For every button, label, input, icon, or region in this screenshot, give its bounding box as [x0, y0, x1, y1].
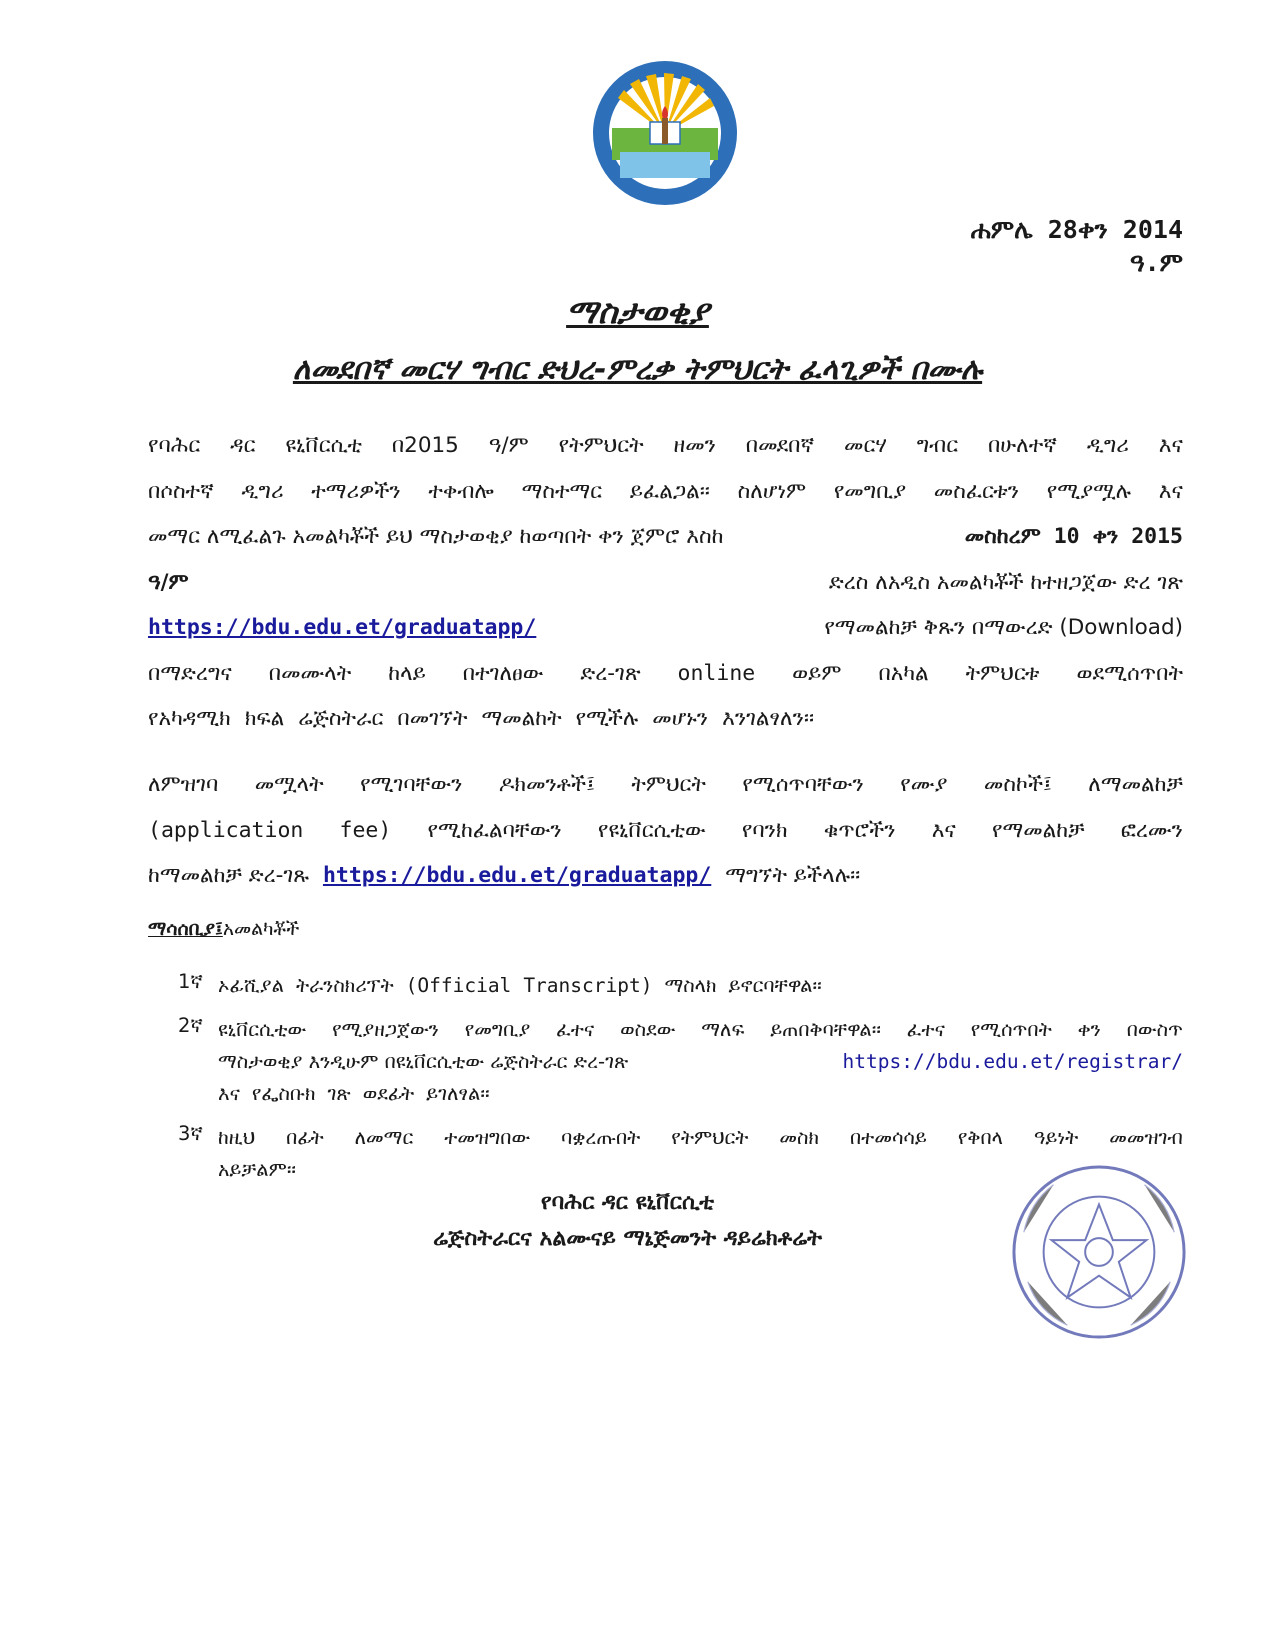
word: በማድረግና — [148, 660, 232, 686]
word: ዓ/ም — [488, 433, 529, 458]
word: የባንክ — [741, 817, 788, 843]
word: ማመልከት — [481, 706, 562, 731]
item-number: 3ኛ — [178, 1122, 203, 1145]
word: ወደፊት — [362, 1082, 415, 1105]
word: ይኖርባቸዋል፡፡ — [728, 974, 822, 997]
word: ዶክመንቶች፤ — [498, 772, 595, 797]
date-block — [971, 213, 1183, 279]
date-line: ሐምሌ 28ቀን 2014 — [970, 215, 1183, 244]
word: የፌስቡክ — [251, 1082, 316, 1105]
word: online — [677, 660, 756, 686]
deadline-date: መስከረም 10 ቀን 2015 — [964, 524, 1183, 549]
word: በፊት — [286, 1126, 324, 1149]
word: ማለፍ — [701, 1018, 745, 1041]
item-number: 2ኛ — [178, 1014, 203, 1037]
word: ወይም — [792, 660, 842, 686]
word: ዲግሪ — [241, 478, 284, 504]
word: መርሃ — [844, 433, 887, 458]
note-label — [148, 918, 299, 940]
item-number: 1ኛ — [178, 970, 203, 993]
word: ግብር — [916, 433, 959, 458]
word: የሚሰጥባቸውን — [742, 772, 864, 797]
word: ባቋረጡበት — [561, 1126, 641, 1149]
word: (application — [148, 817, 304, 843]
word: በሁለተኛ — [987, 433, 1057, 458]
p1-line — [148, 605, 1183, 651]
word: ማስተማር — [521, 478, 603, 504]
paragraph-2 — [148, 762, 1183, 899]
word: የትምህርት — [558, 433, 644, 458]
word: እንገልፃለን፡፡ — [722, 706, 815, 731]
word: (Official — [405, 974, 512, 997]
word: ይፈልጋል፡፡ — [629, 478, 710, 504]
word: ፈተና — [906, 1018, 945, 1041]
word: የሙያ — [900, 772, 948, 797]
note-keyword: ማሳሰቢያ፤ — [148, 918, 223, 940]
word: እና — [1158, 478, 1183, 504]
word: የሚያዘጋጀውን — [332, 1018, 439, 1041]
word: በመደበኛ — [745, 433, 815, 458]
word: ዓይነት — [1033, 1126, 1079, 1149]
word: ተማሪዎችን — [311, 478, 401, 504]
deadline-era: ዓ/ም — [148, 569, 189, 595]
word: የመግቢያ — [464, 1018, 531, 1041]
p2-line-text: ማግኘት ይችላሉ፡፡ — [725, 863, 861, 888]
word: መመዝገብ — [1109, 1126, 1183, 1149]
word: ከላይ — [388, 660, 426, 686]
p2-line — [148, 853, 1183, 899]
word: ለመማር — [354, 1126, 414, 1149]
official-stamp — [1010, 1163, 1188, 1341]
word: ድረ-ገጽ — [580, 660, 641, 686]
word: የመግቢያ — [833, 478, 907, 504]
word: ዲግሪ — [1086, 433, 1129, 458]
item-line — [218, 1014, 1183, 1046]
word: በተገለፀው — [462, 660, 544, 686]
item-line-text: ማስታወቂያ እንዲሁም በዩኒቨርሲቲው ሬጅስትራር ድረ-ገጽ — [218, 1050, 629, 1073]
p1-line-text: መማር ለሚፈልጉ አመልካቾች ይህ ማስታወቂያ ከወጣበት ቀን ጀምሮ እስከ — [148, 524, 724, 549]
item-line — [218, 1046, 1183, 1078]
note-text: አመልካቾች — [222, 918, 300, 940]
p1-line — [148, 469, 1183, 515]
word: ተቀብሎ — [428, 478, 494, 504]
word: የሚችሉ — [575, 706, 639, 731]
item-line — [218, 970, 1183, 1002]
p1-line-text: የማመልከቻ ቅጹን በማውረድ (Download) — [824, 615, 1183, 640]
word: የዩኒቨርሲቲው — [597, 817, 706, 843]
word: ትምህርቱ — [965, 660, 1040, 686]
signature-institution: የባሕር ዳር ዩኒቨርሲቲ — [540, 1190, 715, 1215]
word: ቀን — [1077, 1018, 1101, 1041]
p2-line — [148, 762, 1183, 808]
word: መስኮች፤ — [983, 772, 1052, 797]
word: ይጠበቅባቸዋል፡፡ — [770, 1018, 881, 1041]
word: በአካል — [878, 660, 929, 686]
word: ትምህርት — [631, 772, 706, 797]
word: በመገኘት — [397, 706, 468, 731]
page-title: ማስታወቂያ — [566, 292, 709, 331]
p2-line-text: ከማመልከቻ ድረ-ገጹ — [148, 863, 309, 888]
graduate-app-link[interactable]: https://bdu.edu.et/graduatapp/ — [148, 615, 537, 640]
word: መስክ — [779, 1126, 820, 1149]
word: Transcript) — [523, 974, 653, 997]
p1-line — [148, 423, 1183, 469]
word: fee) — [339, 817, 392, 843]
word: እና — [218, 1082, 240, 1105]
word: አይቻልም፡፡ — [218, 1158, 297, 1181]
word: ይገለፃል፡፡ — [426, 1082, 490, 1105]
p1-line — [148, 696, 1183, 742]
paragraph-1 — [148, 423, 1183, 742]
graduate-app-link-2[interactable]: https://bdu.edu.et/graduatapp/ — [322, 863, 712, 888]
word: መሆኑን — [652, 706, 709, 731]
word: ፈተና — [556, 1018, 595, 1041]
word: ከዚህ — [218, 1126, 256, 1149]
word: የሚገባቸውን — [360, 772, 463, 797]
word: ለማመልከቻ — [1088, 772, 1183, 797]
p1-line — [148, 651, 1183, 697]
word: ኦፊሺያል — [218, 974, 284, 997]
word: በተመሳሳይ — [849, 1126, 927, 1149]
word: ዘመን — [673, 433, 716, 458]
registrar-link[interactable]: https://bdu.edu.et/registrar/ — [842, 1050, 1183, 1073]
word: ተመዝግበው — [444, 1126, 531, 1149]
word: ቁጥሮችን — [823, 817, 896, 843]
word: የቅበላ — [957, 1126, 1003, 1149]
word: የአካዳሚክ — [148, 706, 231, 731]
date-era: ዓ.ም — [1129, 248, 1183, 277]
word: በሶስተኛ — [148, 478, 214, 504]
word: ፎረሙን — [1120, 817, 1183, 843]
word: የሚያሟሉ — [1046, 478, 1132, 504]
word: በመሙላት — [268, 660, 352, 686]
p2-line — [148, 808, 1183, 854]
word: ማስላክ — [664, 974, 717, 997]
word: ገጽ — [327, 1082, 351, 1105]
word: መስፈርቱን — [933, 478, 1019, 504]
word: ክፍል — [244, 706, 285, 731]
word: ዩኒቨርሲቲ — [285, 433, 362, 458]
signature-office: ሬጅስትራርና አልሙናይ ማኔጅመንት ዳይሬክቶሬት — [433, 1226, 822, 1251]
word: ዳር — [230, 433, 256, 458]
word: ትራንስክሪፕት — [295, 974, 394, 997]
word: መሟላት — [254, 772, 324, 797]
word: የባሕር — [148, 433, 201, 458]
word: ወደሚሰጥበት — [1076, 660, 1183, 686]
word: ወስደው — [620, 1018, 676, 1041]
word: የማመልከቻ — [992, 817, 1085, 843]
university-logo — [590, 58, 740, 208]
p1-line-text: ድረስ ለአዲስ አመልካቾች ከተዘጋጀው ድረ ገጽ — [828, 569, 1183, 595]
item-line — [218, 1122, 1183, 1154]
word: ለምዝገባ — [148, 772, 219, 797]
word: የሚከፈልባቸውን — [427, 817, 562, 843]
word: ስለሆነም — [737, 478, 807, 504]
list-item — [178, 970, 1183, 1002]
word: የትምህርት — [671, 1126, 749, 1149]
word: እና — [1158, 433, 1183, 458]
word: እና — [931, 817, 956, 843]
word: በ2015 — [391, 433, 459, 458]
word: የሚሰጥበት — [970, 1018, 1052, 1041]
p1-line — [148, 514, 1183, 560]
word: በውስጥ — [1126, 1018, 1183, 1041]
word: ሬጅስትራር — [298, 706, 384, 731]
page-subtitle: ለመደበኛ መርሃ ግብር ድህረ-ምረቃ ትምህርት ፈላጊዎች በሙሉ — [292, 352, 983, 387]
word: ዩኒቨርሲቲው — [218, 1018, 307, 1041]
item-line — [218, 1078, 1183, 1110]
p1-line — [148, 560, 1183, 606]
list-item — [178, 1014, 1183, 1110]
